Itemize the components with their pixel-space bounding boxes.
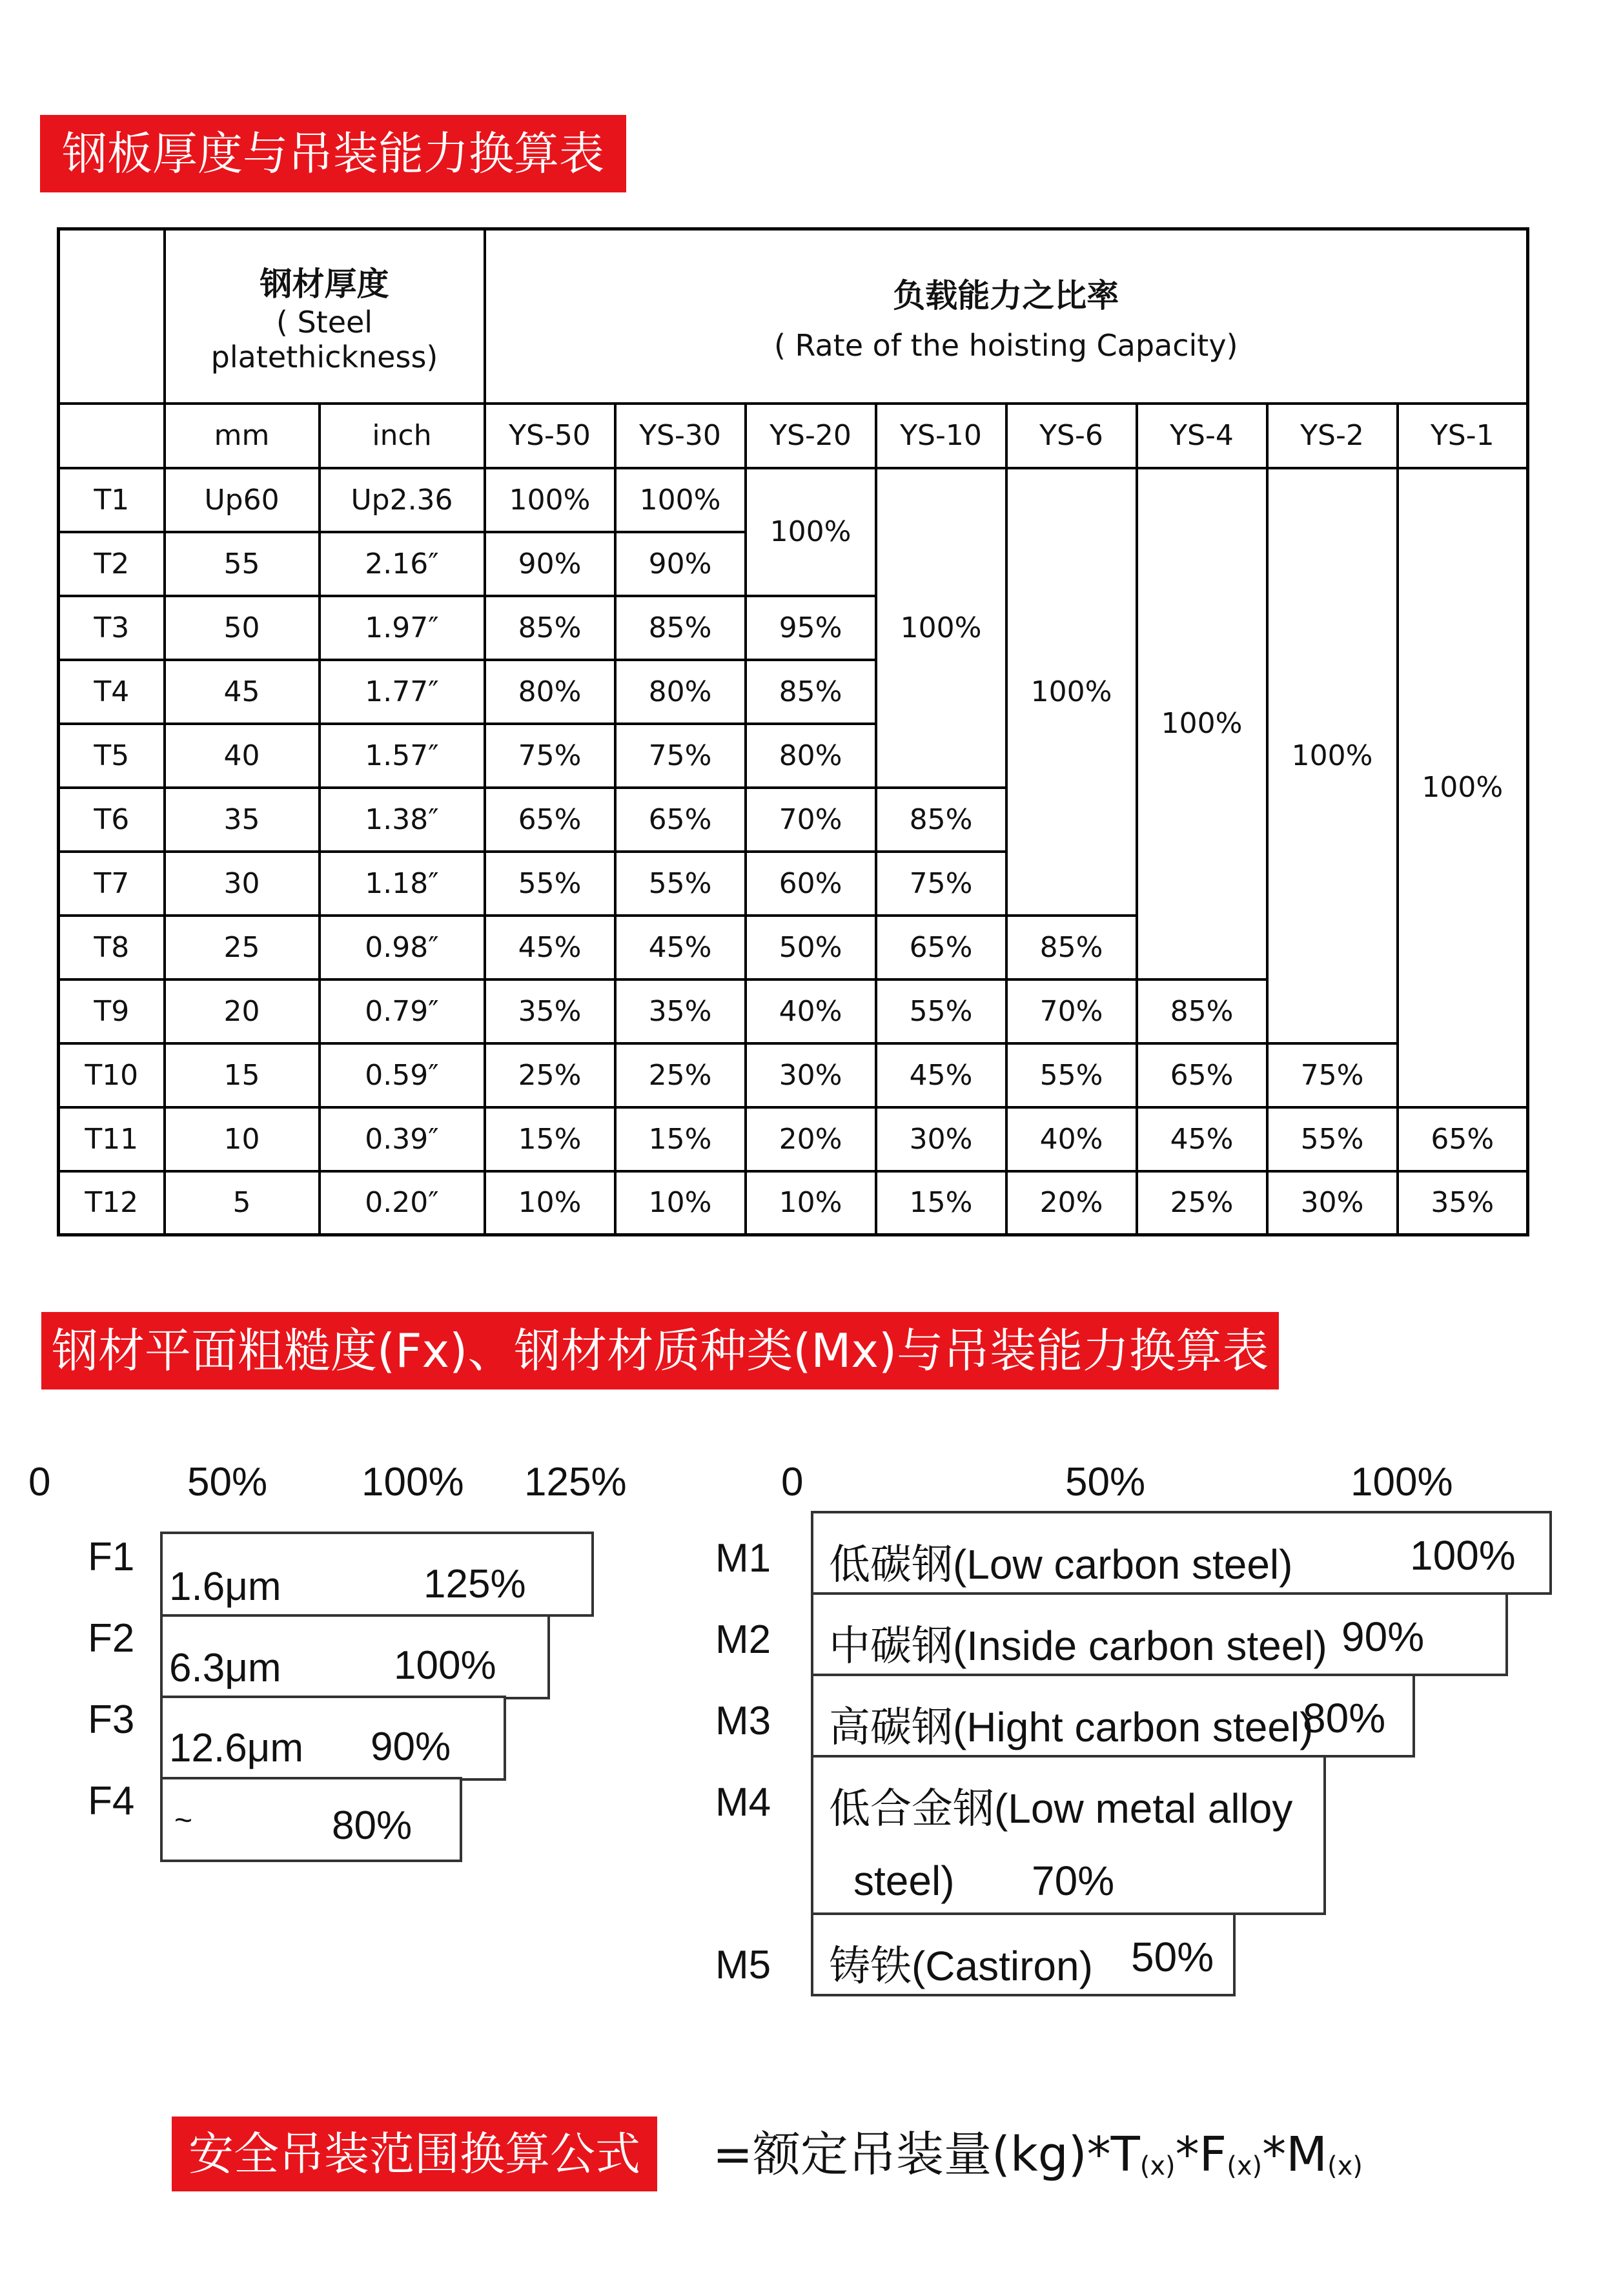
cell-value: 55% (1267, 1107, 1398, 1171)
m-row-label: M5 (715, 1943, 771, 1987)
f-axis-label: 0 (28, 1460, 51, 1504)
f3-roughness: 12.6μm (169, 1726, 304, 1770)
cell-inch: 1.57″ (320, 724, 485, 788)
cell-value: 80% (485, 660, 615, 724)
cell-mm: 45 (165, 660, 320, 724)
formula-sub-f: (x) (1227, 2151, 1263, 2181)
cell-merged-ys6: 100% (1006, 468, 1137, 916)
m2-material: 中碳钢(Inside carbon steel) (829, 1623, 1327, 1669)
cell-value: 75% (485, 724, 615, 788)
cell-value: 75% (876, 852, 1006, 916)
blank-cell (59, 404, 165, 468)
f2-roughness: 6.3μm (169, 1646, 281, 1690)
cell-value: 100% (615, 468, 746, 532)
cell-mm: 5 (165, 1171, 320, 1235)
cell-value: 90% (485, 532, 615, 596)
formula-f: *F (1175, 2127, 1227, 2182)
cell-value: 35% (485, 979, 615, 1043)
cell-value: 80% (615, 660, 746, 724)
cell-value: 30% (876, 1107, 1006, 1171)
unit-inch: inch (320, 404, 485, 468)
cell-value: 10% (615, 1171, 746, 1235)
m-axis-label: 0 (781, 1460, 804, 1504)
table-title-banner: 钢板厚度与吊装能力换算表 (40, 115, 626, 192)
m1-value: 100% (1410, 1532, 1516, 1579)
cell-value: 35% (1398, 1171, 1528, 1235)
model-header: YS-10 (876, 404, 1006, 468)
cell-merged-ys1: 100% (1398, 468, 1528, 1107)
m3-value: 80% (1303, 1695, 1386, 1741)
cell-mm: 10 (165, 1107, 320, 1171)
m4-material-cont: steel) (853, 1858, 955, 1904)
capacity-table (57, 227, 1529, 1236)
row-label: T12 (59, 1171, 165, 1235)
f-row-label: F1 (88, 1535, 135, 1579)
cell-value: 30% (746, 1043, 876, 1107)
cell-value: 40% (1006, 1107, 1137, 1171)
row-label: T3 (59, 596, 165, 660)
f4-roughness: ~ (174, 1803, 193, 1838)
m-axis-label: 100% (1351, 1460, 1453, 1504)
f3-value: 90% (371, 1725, 451, 1769)
f-axis-label: 50% (187, 1460, 268, 1504)
cell-value: 75% (615, 724, 746, 788)
cell-mm: 55 (165, 532, 320, 596)
cell-value: 15% (876, 1171, 1006, 1235)
model-header: YS-2 (1267, 404, 1398, 468)
row-label: T4 (59, 660, 165, 724)
cell-inch: 1.38″ (320, 788, 485, 852)
capacity-header (485, 229, 1528, 404)
capacity-header-cn: 负载能力之比率 (893, 276, 1119, 314)
cell-value: 45% (615, 916, 746, 979)
thickness-header-en1: ( Steel (276, 304, 373, 340)
cell-inch: Up2.36 (320, 468, 485, 532)
cell-merged-ys4: 100% (1137, 468, 1267, 979)
cell-value: 10% (485, 1171, 615, 1235)
thickness-header-en2: platethickness) (210, 339, 438, 374)
cell-value: 55% (1006, 1043, 1137, 1107)
cell-mm: 15 (165, 1043, 320, 1107)
row-label: T1 (59, 468, 165, 532)
capacity-header-en: ( Rate of the hoisting Capacity) (773, 327, 1238, 363)
cell-value: 15% (615, 1107, 746, 1171)
cell-inch: 0.39″ (320, 1107, 485, 1171)
cell-value: 65% (876, 916, 1006, 979)
cell-value: 65% (615, 788, 746, 852)
m3-material: 高碳钢(Hight carbon steel) (829, 1704, 1314, 1750)
cell-value: 25% (1137, 1171, 1267, 1235)
cell-value: 20% (1006, 1171, 1137, 1235)
cell-value: 85% (1006, 916, 1137, 979)
cell-value: 70% (746, 788, 876, 852)
cell-mm: 50 (165, 596, 320, 660)
m4-material: 低合金钢(Low metal alloy (829, 1785, 1293, 1832)
cell-inch: 1.97″ (320, 596, 485, 660)
formula-main: =额定吊装量(kg)*T (713, 2127, 1140, 2182)
cell-mm: 35 (165, 788, 320, 852)
model-header: YS-30 (615, 404, 746, 468)
cell-value: 90% (615, 532, 746, 596)
f4-bar (160, 1777, 462, 1862)
row-label: T10 (59, 1043, 165, 1107)
cell-value: 85% (615, 596, 746, 660)
formula-expression (713, 2119, 1363, 2202)
cell-mm: 30 (165, 852, 320, 916)
cell-merged-ys2: 100% (1267, 468, 1398, 1043)
f-row-label: F2 (88, 1616, 135, 1661)
cell-value: 40% (746, 979, 876, 1043)
cell-value: 10% (746, 1171, 876, 1235)
cell-value: 65% (1137, 1043, 1267, 1107)
f1-value: 125% (423, 1562, 526, 1606)
model-header: YS-50 (485, 404, 615, 468)
row-label: T9 (59, 979, 165, 1043)
row-label: T6 (59, 788, 165, 852)
cell-value: 65% (1398, 1107, 1528, 1171)
cell-mm: 20 (165, 979, 320, 1043)
roughness-material-title-banner: 钢材平面粗糙度(Fx)、钢材材质种类(Mx)与吊装能力换算表 (41, 1312, 1279, 1389)
thickness-header-cn: 钢材厚度 (260, 264, 389, 303)
f-row-label: F3 (88, 1697, 135, 1742)
cell-value: 25% (485, 1043, 615, 1107)
m1-material: 低碳钢(Low carbon steel) (829, 1541, 1293, 1588)
cell-inch: 1.77″ (320, 660, 485, 724)
cell-inch: 0.20″ (320, 1171, 485, 1235)
cell-value: 55% (876, 979, 1006, 1043)
cell-value: 55% (485, 852, 615, 916)
cell-value: 65% (485, 788, 615, 852)
m-row-label: M1 (715, 1536, 771, 1581)
m-row-label: M4 (715, 1780, 771, 1825)
model-header: YS-4 (1137, 404, 1267, 468)
m5-value: 50% (1131, 1934, 1214, 1980)
corner-cell (59, 229, 165, 404)
cell-value: 75% (1267, 1043, 1398, 1107)
unit-mm: mm (165, 404, 320, 468)
m5-material: 铸铁(Castiron) (829, 1943, 1093, 1989)
cell-inch: 0.98″ (320, 916, 485, 979)
f-axis-label: 100% (362, 1460, 464, 1504)
cell-inch: 0.59″ (320, 1043, 485, 1107)
cell-value: 45% (876, 1043, 1006, 1107)
cell-value: 50% (746, 916, 876, 979)
formula-title-banner: 安全吊装范围换算公式 (172, 2117, 657, 2191)
thickness-header (165, 229, 485, 404)
cell-value: 95% (746, 596, 876, 660)
cell-value: 100% (485, 468, 615, 532)
f4-value: 80% (332, 1803, 413, 1848)
cell-value: 70% (1006, 979, 1137, 1043)
cell-value: 85% (876, 788, 1006, 852)
formula-sub-m: (x) (1327, 2151, 1363, 2181)
cell-value: 85% (746, 660, 876, 724)
cell-mm: Up60 (165, 468, 320, 532)
model-header: YS-20 (746, 404, 876, 468)
cell-value: 20% (746, 1107, 876, 1171)
cell-merged-ys10: 100% (876, 468, 1006, 788)
m-row-label: M3 (715, 1699, 771, 1743)
cell-value: 80% (746, 724, 876, 788)
f-row-label: F4 (88, 1779, 135, 1823)
m2-value: 90% (1341, 1614, 1425, 1660)
cell-mm: 40 (165, 724, 320, 788)
row-label: T8 (59, 916, 165, 979)
cell-inch: 0.79″ (320, 979, 485, 1043)
formula-m: *M (1262, 2127, 1327, 2182)
row-label: T11 (59, 1107, 165, 1171)
cell-inch: 2.16″ (320, 532, 485, 596)
row-label: T2 (59, 532, 165, 596)
cell-inch: 1.18″ (320, 852, 485, 916)
m-axis-label: 50% (1065, 1460, 1146, 1504)
cell-value: 85% (485, 596, 615, 660)
m-row-label: M2 (715, 1617, 771, 1662)
cell-merged-ys20: 100% (746, 468, 876, 596)
row-label: T5 (59, 724, 165, 788)
cell-value: 55% (615, 852, 746, 916)
model-header: YS-1 (1398, 404, 1528, 468)
f1-roughness: 1.6μm (169, 1564, 281, 1609)
row-label: T7 (59, 852, 165, 916)
cell-value: 30% (1267, 1171, 1398, 1235)
f-axis-label: 125% (524, 1460, 627, 1504)
formula-sub-t: (x) (1139, 2151, 1176, 2181)
cell-value: 35% (615, 979, 746, 1043)
cell-mm: 25 (165, 916, 320, 979)
cell-value: 60% (746, 852, 876, 916)
model-header: YS-6 (1006, 404, 1137, 468)
cell-value: 45% (485, 916, 615, 979)
m4-value: 70% (1032, 1858, 1115, 1904)
cell-value: 25% (615, 1043, 746, 1107)
f2-value: 100% (394, 1643, 496, 1688)
cell-value: 15% (485, 1107, 615, 1171)
cell-value: 85% (1137, 979, 1267, 1043)
cell-value: 45% (1137, 1107, 1267, 1171)
